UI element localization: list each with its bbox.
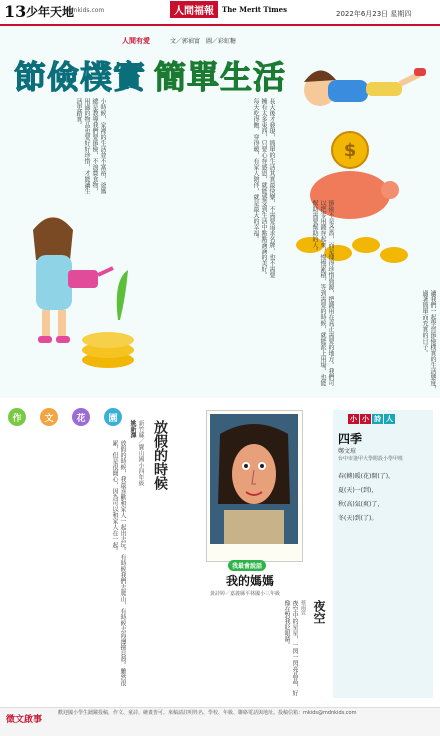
night-poem-title: 夜空 xyxy=(312,600,326,624)
girl-dress xyxy=(36,255,72,310)
right-poem-title: 四季 xyxy=(338,432,363,446)
poem-badge: 我最會說話 xyxy=(228,560,266,571)
flower-char-1: 作 xyxy=(8,408,26,426)
essay-body: 放假的時候，我最喜歡和家人一起出去玩。有時候我們去爬山，有時候去海邊撿貝殼。雖然很累，但是很開心，因為可以和家人在一起。 xyxy=(111,440,126,686)
flower-char-4: 園 xyxy=(104,408,122,426)
night-poem-body: 夜空中的星星，一閃一閃亮晶晶，好像在對我眨眼睛。 xyxy=(283,600,298,696)
right-poem-author: 鄭文瑄 xyxy=(338,448,357,455)
article-body-col-2: 長大後才發現，簡單的生活其實最快樂，不需要追求名牌，也不需要擁有太多東西，只要心存感恩，就能感受到生活中點點滴滴的美好。每天吃得飽、穿得暖，有家人陪伴，就是最大的幸福。 xyxy=(252,98,275,278)
article-title-2: 簡單生活 xyxy=(154,58,287,96)
issue-date: 2022年6月23日 星期四 xyxy=(336,10,412,18)
right-poem-lines xyxy=(338,470,432,526)
boy-coin-illustration xyxy=(280,60,430,220)
right-poem-line: 夏(天)一(到)， xyxy=(338,487,378,494)
watering-can-icon xyxy=(68,270,98,288)
boy-shorts xyxy=(366,82,402,96)
masthead xyxy=(170,2,287,17)
right-poem-line: 春(轉)暖(花)開(了)， xyxy=(338,473,395,480)
article-body-col-1: 小時候，家裡的生活並不富裕，爸媽總是教導我們要節儉，不浪費食物，用過的物品也要好好珍惜，才能讓生活更踏實。 xyxy=(75,98,106,194)
boy-hair xyxy=(304,70,336,82)
poem-byline: 黃詩婷／嘉義縣平林國小三年級 xyxy=(210,591,281,597)
essay-byline: 新竹縣／寶山國小四年級 xyxy=(137,420,144,486)
flower-char-3: 花 xyxy=(72,408,90,426)
article-body-col-4: 讓我們一起學習節儉樸實的生活態度，過著簡單而充實的日子。 xyxy=(421,290,436,392)
boy-shirt xyxy=(328,80,368,102)
column-label: 人間有愛 xyxy=(122,37,150,45)
night-poem-byline: 蔡雨萱 xyxy=(300,600,306,615)
essay-author: 姚新澤 xyxy=(129,420,136,438)
flower-char-2: 文 xyxy=(40,408,58,426)
poem-title: 我的媽媽 xyxy=(226,574,275,588)
right-poem-badge: 小 小 詩 人 xyxy=(350,415,393,423)
masthead-en: The Merit Times xyxy=(222,5,288,14)
footer-badge: 徵文啟事 xyxy=(6,715,43,725)
essay-title: 放假的時候 xyxy=(152,420,168,490)
flower-title xyxy=(8,408,122,426)
mother-portrait-painting xyxy=(210,414,298,544)
masthead-logo: 人間福報 xyxy=(170,1,218,18)
girl-hair xyxy=(33,218,73,261)
right-poem-school: 台中市逢甲大學附設小學甲班 xyxy=(338,456,404,462)
article-byline: 文／郭禎甯 圖／彩虹糖 xyxy=(170,38,237,45)
article-body-col-3: 節儉不是吝嗇，而是懂得珍惜資源，把錢用在真正需要的地方。我們可以把零用錢存起來，慢慢累積，等到需要的時候，就能派上用場，也能幫助需要幫助的人。 xyxy=(311,200,334,386)
piggy-snout xyxy=(381,181,399,199)
section-title: 少年天地 xyxy=(26,5,75,19)
footer-text: 歡迎國小學生踴躍投稿，作文、童詩、繪畫皆可。來稿請註明姓名、學校、年級、聯絡電話與地址。投稿信箱：mkids@mdnkids.com xyxy=(58,710,357,716)
right-poem-line: 冬(天)到(了)。 xyxy=(338,515,378,522)
page-number: 13 xyxy=(4,2,27,21)
coin-dollar-sign: $ xyxy=(343,140,357,161)
website-url[interactable]: mdnkids.com xyxy=(64,7,105,14)
article-title-1: 節儉樸實 xyxy=(14,58,147,96)
right-poem-line: 秋(高)氣(爽)了， xyxy=(338,501,384,508)
boy-shoe xyxy=(414,68,426,76)
